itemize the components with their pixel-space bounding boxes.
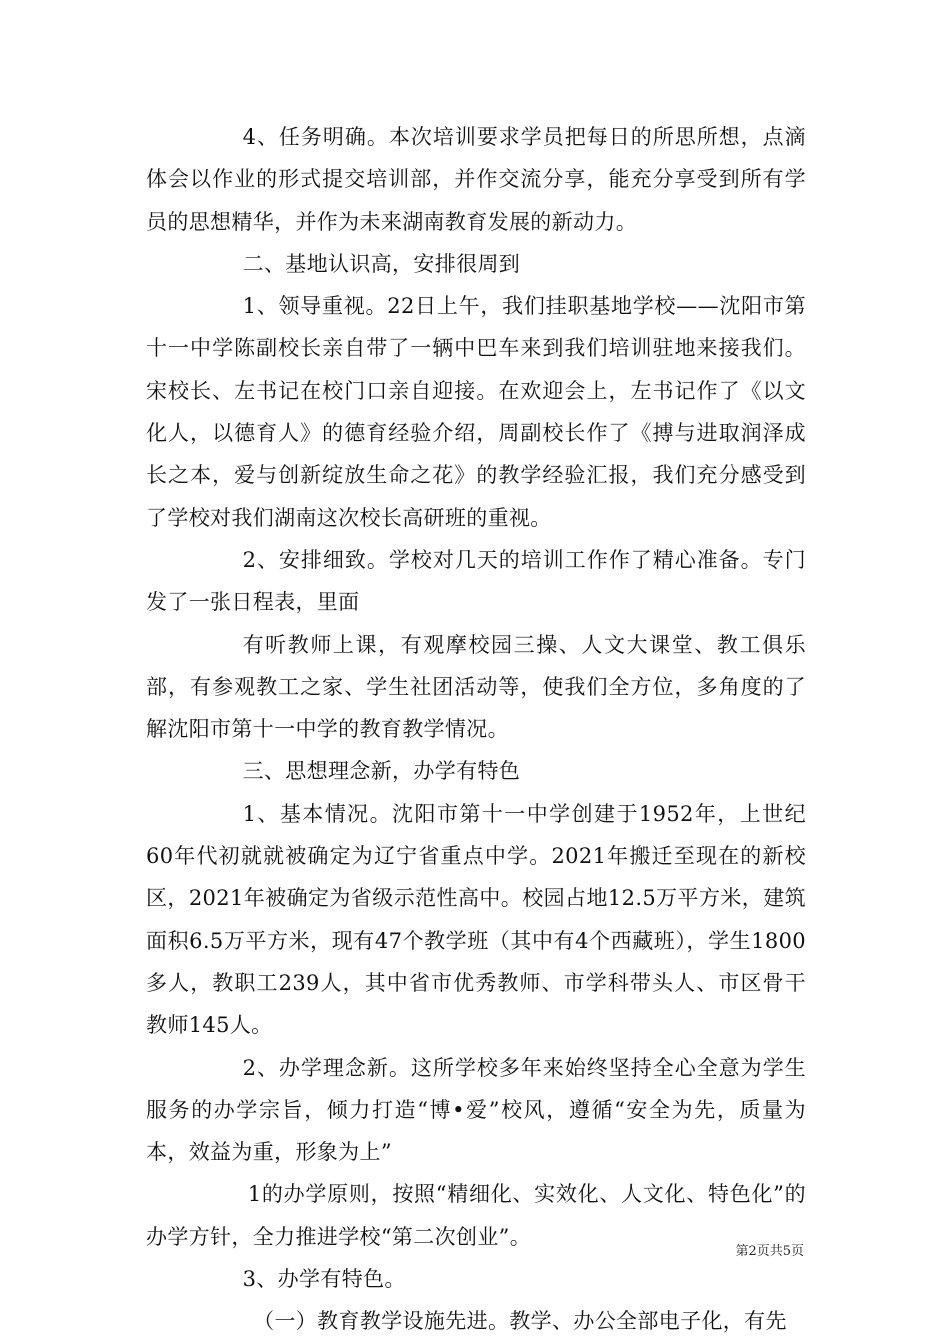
paragraph-philosophy-continued: 1的办学原则，按照“精细化、实效化、人文化、特色化”的办学方针，全力推进学校“第二次创业”。	[146, 1182, 806, 1249]
paragraph-leadership: 1、领导重视。22日上午，我们挂职基地学校——沈阳市第十一中学陈副校长亲自带了一辆中巴车来到我们培训驻地来接我们。宋校长、左书记在校门口亲自迎接。在欢迎会上，左书记作了《以文化人，以德育人》的德育经验介绍，周副校长作了《搏与进取润泽成长之本，爱与创新绽放生命之花》的教学经验汇报，我们充分感受到了学校对我们湖南这次校长高研班的重视。	[146, 294, 806, 530]
paragraph-features: 3、办学有特色。	[242, 1267, 406, 1292]
section-heading-base: 二、基地认识高，安排很周到	[242, 251, 521, 276]
paragraph-facilities: （一）教育教学设施先进。教学、办公全部电子化，有先	[253, 1309, 787, 1334]
paragraph-philosophy: 2、办学理念新。这所学校多年来始终坚持全心全意为学生服务的办学宗旨，倾力打造“博•爱”校风，遵循“安全为先，质量为本，效益为重，形象为上”	[146, 1055, 806, 1165]
page-number: 第2页共5页	[735, 1244, 804, 1259]
section-heading-ideas: 三、思想理念新，办学有特色	[242, 759, 521, 784]
paragraph-arrangement: 2、安排细致。学校对几天的培训工作作了精心准备。专门发了一张日程表，里面	[146, 547, 806, 615]
document-body	[146, 116, 806, 1343]
paragraph-task-clear: 4、任务明确。本次培训要求学员把每日的所思所想，点滴体会以作业的形式提交培训部，并作交流分享，能充分享受到所有学员的思想精华，并作为未来湖南教育发展的新动力。	[146, 125, 806, 234]
paragraph-basic-info: 1、基本情况。沈阳市第十一中学创建于1952年，上世纪60年代初就就被确定为辽宁省重点中学。2021年搬迁至现在的新校区，2021年被确定为省级示范性高中。校园占地12.5万平方米，建筑面积6.5万平方米，现有47个教学班（其中有4个西藏班），学生1800多人，教职工239人，其中省市优秀教师、市学科带头人、市区骨干教师145人。	[146, 801, 806, 1038]
paragraph-arrangement-continued: 有听教师上课，有观摩校园三操、人文大课堂、教工俱乐部，有参观教工之家、学生社团活动等，使我们全方位，多角度的了解沈阳市第十一中学的教育教学情况。	[146, 632, 806, 742]
